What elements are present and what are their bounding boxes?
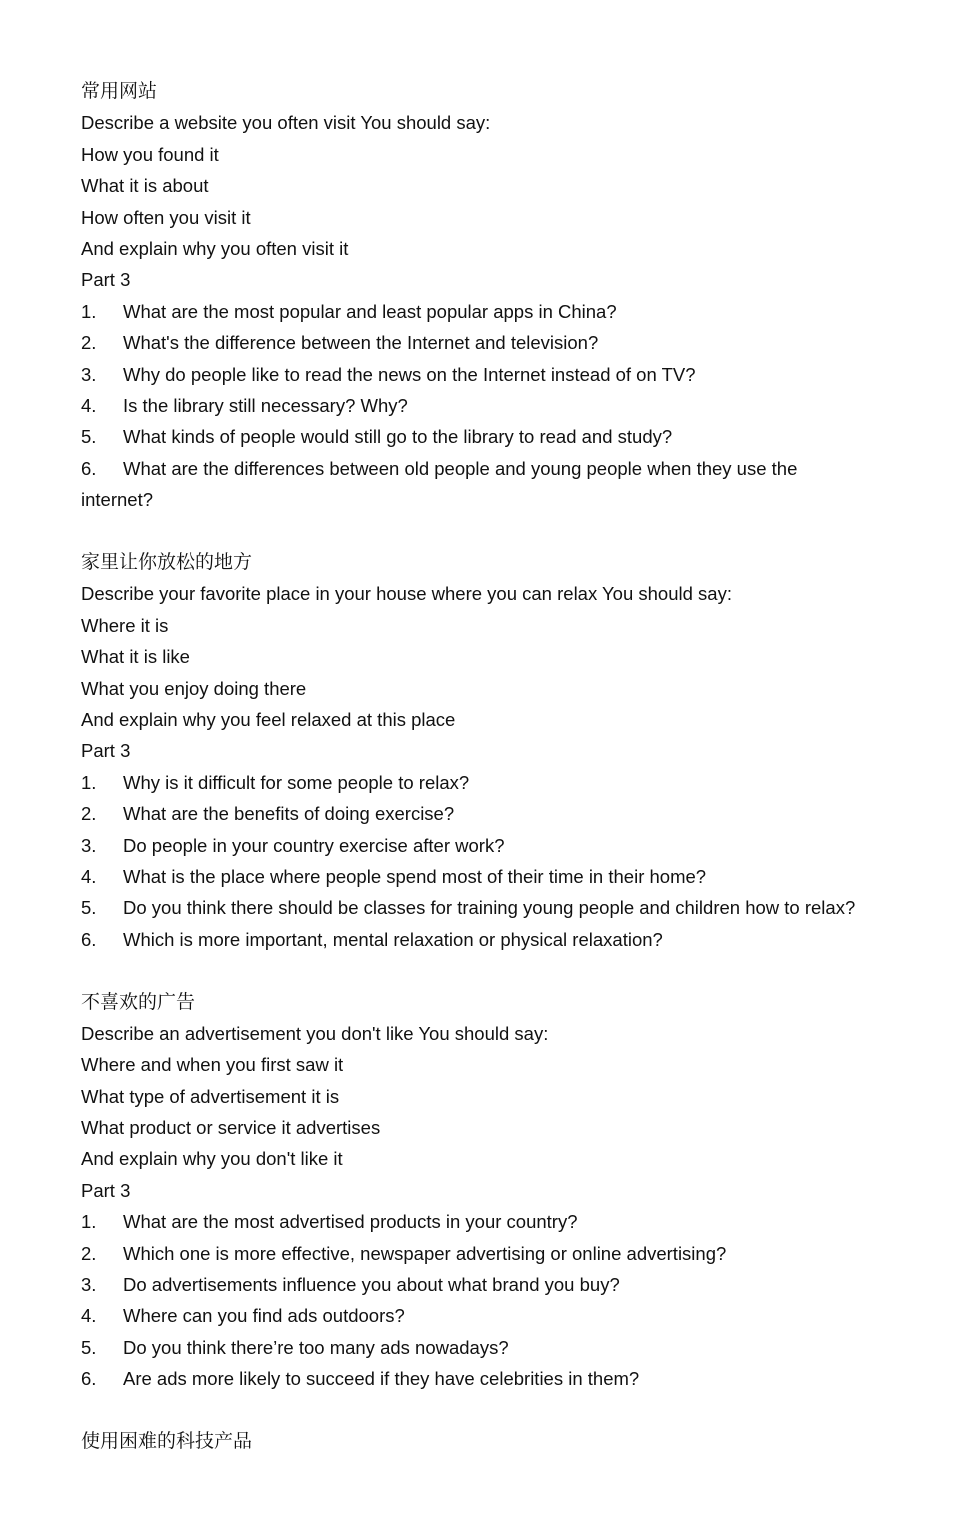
part-label: Part 3: [81, 740, 131, 762]
question-number: 3.: [81, 1274, 97, 1296]
question-number: 5.: [81, 426, 97, 448]
document-page: [81, 76, 951, 1457]
section-website: [81, 76, 951, 516]
question-number: 4.: [81, 865, 97, 887]
question-item: [81, 1363, 951, 1394]
question-text: What kinds of people would still go to the library to read and study?: [123, 426, 673, 448]
question-item: [81, 1269, 951, 1300]
cue-card-prompt: Describe an advertisement you don't like You should say:: [81, 1022, 549, 1044]
question-number: 6.: [81, 928, 97, 950]
question-number: 1.: [81, 300, 97, 322]
question-item: [81, 861, 951, 892]
question-number: 6.: [81, 457, 97, 479]
cue-point: What type of advertisement it is: [81, 1085, 340, 1107]
question-text: Are ads more likely to succeed if they have celebrities in them?: [123, 1368, 640, 1390]
section-tech-product: [81, 1426, 951, 1457]
question-text: Do people in your country exercise after work?: [123, 834, 505, 856]
cue-point: What it is about: [81, 175, 209, 197]
question-item: [81, 830, 951, 861]
cue-card-prompt: Describe your favorite place in your house where you can relax You should say:: [81, 583, 732, 605]
question-number: 3.: [81, 834, 97, 856]
question-item: [81, 1332, 951, 1363]
cue-point: What it is like: [81, 646, 190, 668]
section-heading: 不喜欢的广告: [81, 990, 196, 1013]
question-text-continuation: internet?: [81, 489, 153, 511]
question-text: Where can you find ads outdoors?: [123, 1305, 405, 1327]
question-number: 1.: [81, 771, 97, 793]
cue-point: And explain why you often visit it: [81, 237, 349, 259]
cue-point: What product or service it advertises: [81, 1117, 381, 1139]
question-number: 2.: [81, 803, 97, 825]
cue-point: How often you visit it: [81, 206, 251, 228]
question-number: 5.: [81, 1336, 97, 1358]
question-number: 1.: [81, 1211, 97, 1233]
question-item: [81, 1300, 951, 1331]
section-heading: 常用网站: [81, 80, 158, 102]
question-number: 4.: [81, 1305, 97, 1327]
cue-point: Where it is: [81, 614, 169, 636]
question-item: [81, 421, 951, 452]
question-text: Which one is more effective, newspaper advertising or online advertising?: [123, 1242, 727, 1264]
question-number: 5.: [81, 897, 97, 919]
question-text: What are the differences between old people and young people when they use the: [123, 457, 798, 479]
question-item: [81, 327, 951, 358]
question-text: What are the most popular and least popular apps in China?: [123, 300, 617, 322]
question-item: [81, 359, 951, 390]
question-item: [81, 390, 951, 421]
question-text: What is the place where people spend most of their time in their home?: [123, 865, 707, 887]
cue-point: And explain why you feel relaxed at this place: [81, 708, 456, 730]
question-number: 6.: [81, 1368, 97, 1390]
question-item: [81, 453, 951, 516]
section-spacer: [81, 1395, 951, 1426]
part-label: Part 3: [81, 269, 131, 291]
question-item: [81, 892, 951, 923]
question-number: 2.: [81, 332, 97, 354]
question-text: Do you think there should be classes for training young people and children how to relax?: [123, 897, 856, 919]
part-label: Part 3: [81, 1179, 131, 1201]
question-number: 3.: [81, 363, 97, 385]
question-text: What's the difference between the Internet and television?: [123, 332, 599, 354]
question-text: Which is more important, mental relaxation or physical relaxation?: [123, 928, 663, 950]
section-heading: 使用困难的科技产品: [81, 1430, 253, 1453]
question-item: [81, 1238, 951, 1269]
cue-point: Where and when you first saw it: [81, 1054, 344, 1076]
question-item: [81, 296, 951, 327]
question-text: Why is it difficult for some people to relax?: [123, 771, 470, 793]
question-number: 2.: [81, 1242, 97, 1264]
section-heading: 家里让你放松的地方: [81, 550, 253, 573]
cue-point: How you found it: [81, 143, 219, 165]
question-text: Why do people like to read the news on the Internet instead of on TV?: [123, 363, 696, 385]
cue-point: What you enjoy doing there: [81, 677, 307, 699]
question-item: [81, 1206, 951, 1237]
question-text: Do you think there’re too many ads nowadays?: [123, 1336, 509, 1358]
section-advertisement: [81, 987, 951, 1395]
section-relax-place: [81, 547, 951, 955]
question-item: [81, 924, 951, 955]
cue-card-prompt: Describe a website you often visit You should say:: [81, 112, 491, 134]
question-item: [81, 798, 951, 829]
question-number: 4.: [81, 394, 97, 416]
cue-point: And explain why you don't like it: [81, 1148, 343, 1170]
question-text: Do advertisements influence you about what brand you buy?: [123, 1274, 620, 1296]
question-text: What are the most advertised products in your country?: [123, 1211, 578, 1233]
section-spacer: [81, 955, 951, 986]
question-text: What are the benefits of doing exercise?: [123, 803, 455, 825]
question-item: [81, 767, 951, 798]
section-spacer: [81, 516, 951, 547]
question-text: Is the library still necessary? Why?: [123, 394, 408, 416]
